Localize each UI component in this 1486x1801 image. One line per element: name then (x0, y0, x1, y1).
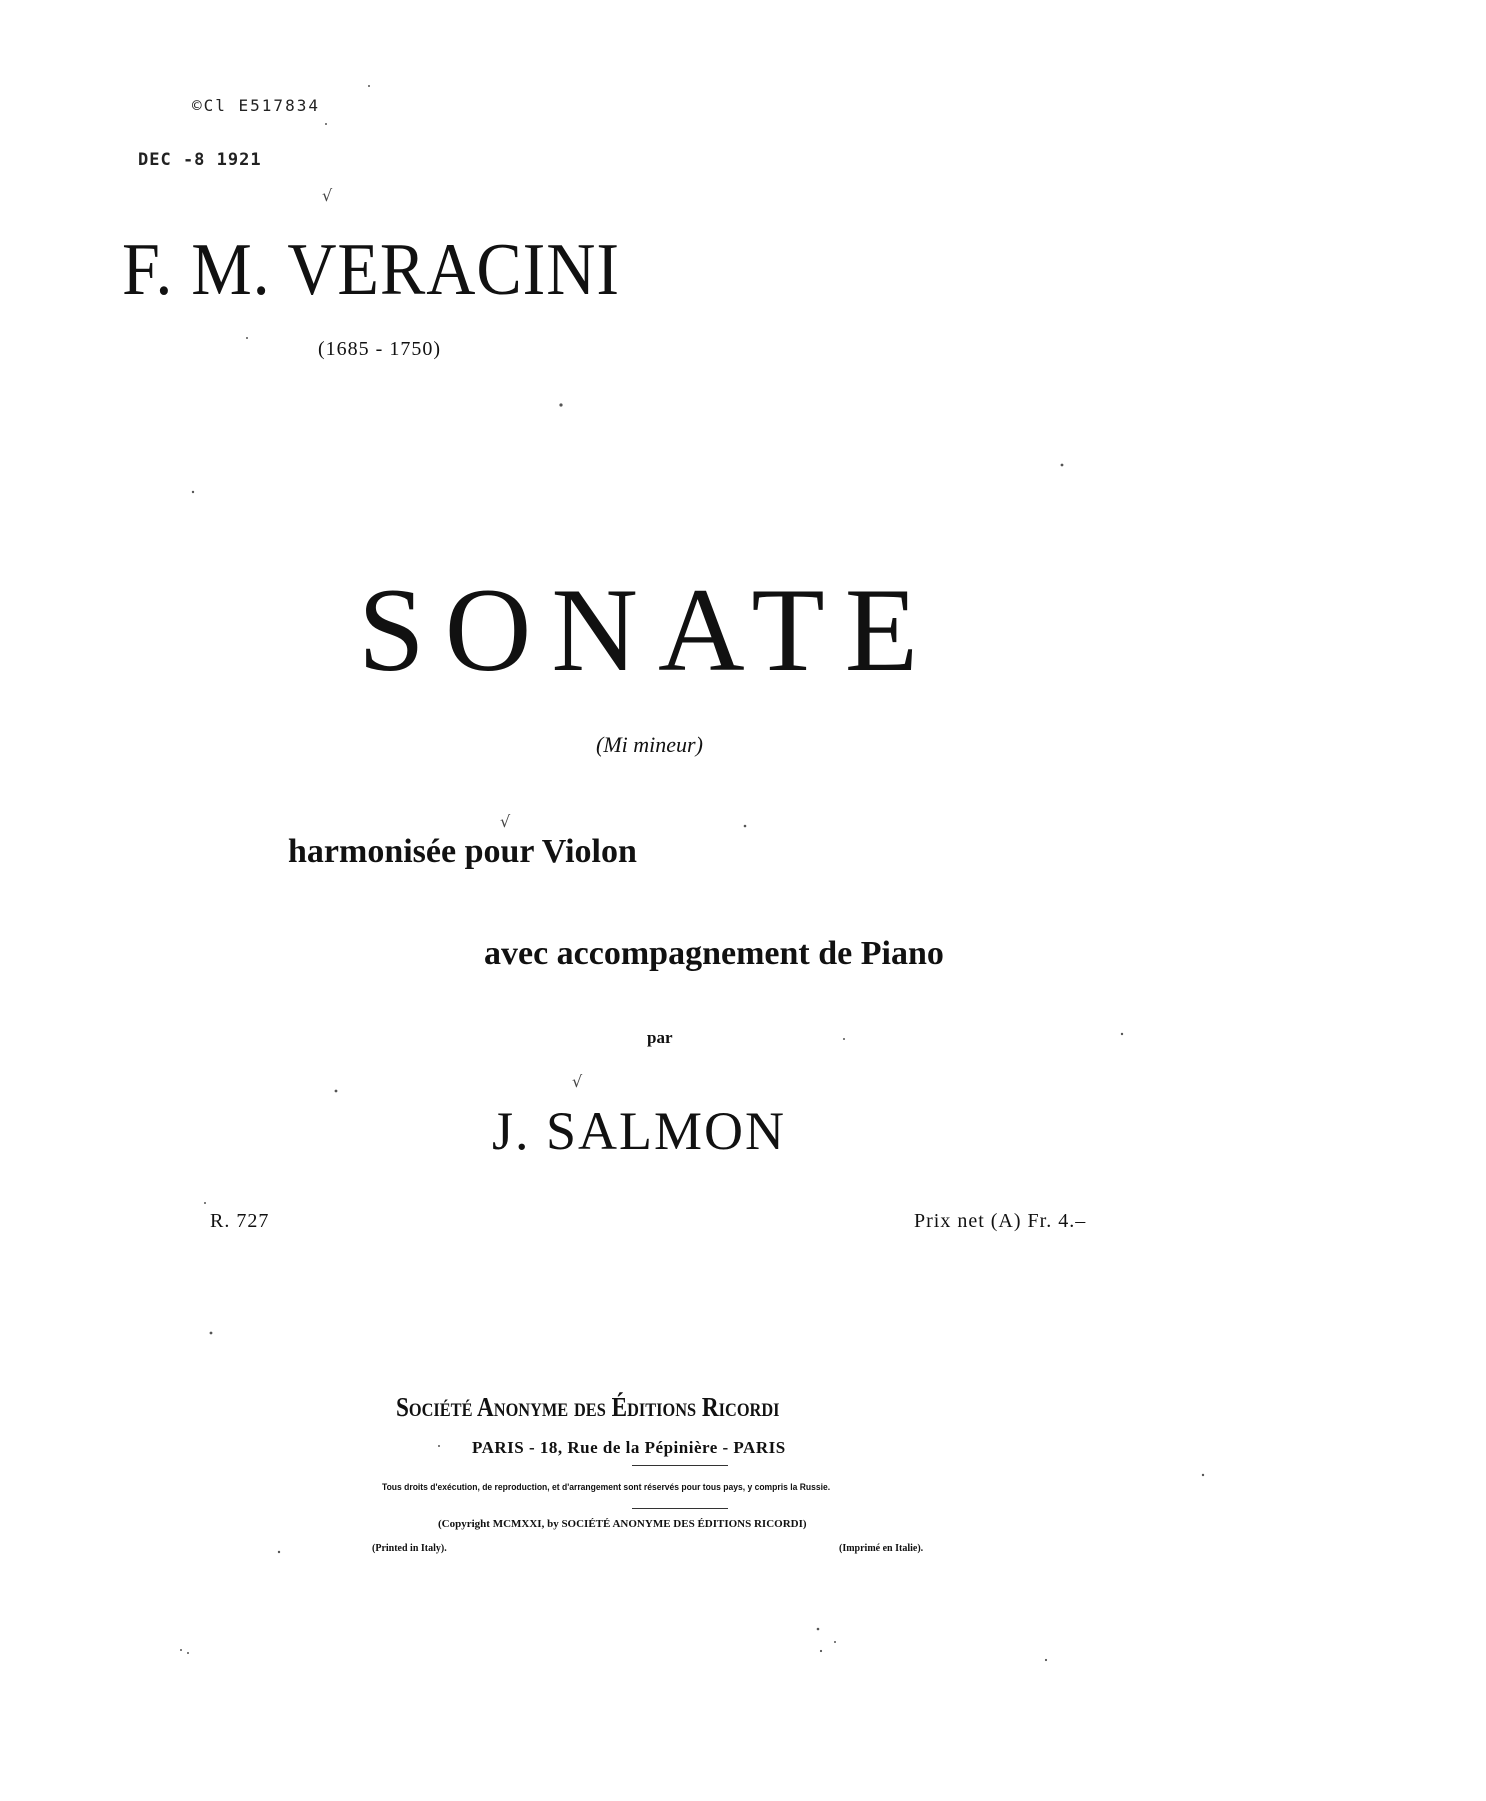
speckle (335, 1090, 338, 1093)
speckle (744, 825, 747, 828)
speckle (834, 1641, 836, 1643)
speckle-group (180, 85, 1204, 1661)
speckle (210, 1332, 213, 1335)
speckle (368, 85, 370, 87)
speckle (180, 1649, 182, 1651)
speckle (278, 1551, 280, 1553)
speckle (1202, 1474, 1204, 1476)
speckle (820, 1650, 822, 1652)
speckle (204, 1202, 206, 1204)
work-title: SONATE (358, 563, 939, 696)
by-label: par (647, 1028, 673, 1047)
rights-notice: Tous droits d'exécution, de reproduction, et d'arrangement sont réservés pour tous pays, y compris la Russie. (382, 1482, 831, 1492)
speckle (325, 123, 327, 125)
printed-in-label: (Printed in Italy). (372, 1543, 447, 1554)
date-stamp: DEC -8 1921 (138, 150, 262, 170)
work-key: (Mi mineur) (596, 732, 703, 757)
check-mark-icon: √ (572, 1072, 583, 1091)
speckle (187, 1652, 189, 1654)
composer-dates: (1685 - 1750) (318, 338, 441, 360)
instrumentation-line: harmonisée pour Violon (288, 833, 637, 870)
copyright-stamp: ©Cl E517834 (192, 96, 320, 115)
check-mark-icon: √ (322, 186, 333, 205)
accompaniment-line: avec accompagnement de Piano (484, 935, 944, 972)
publisher-address: PARIS - 18, Rue de la Pépinière - PARIS (472, 1438, 786, 1457)
imprime-en-label: (Imprimé en Italie). (839, 1543, 924, 1554)
arranger-name: J. SALMON (492, 1101, 787, 1161)
publisher-name: Société Anonyme des Éditions Ricordi (396, 1392, 780, 1422)
speckle (246, 337, 248, 339)
price-label: Prix net (A) Fr. 4.– (914, 1210, 1087, 1232)
speckle (843, 1038, 845, 1040)
catalog-reference: R. 727 (210, 1210, 270, 1232)
speckle (192, 491, 194, 493)
speckle (1121, 1033, 1123, 1035)
copyright-notice: (Copyright MCMXXI, by SOCIÉTÉ ANONYME DES ÉDITIONS RICORDI) (438, 1518, 807, 1530)
speckle (1061, 464, 1064, 467)
check-mark-icon: √ (500, 812, 511, 831)
composer-name: F. M. VERACINI (122, 229, 620, 311)
speckle (559, 403, 562, 406)
speckle (817, 1628, 820, 1631)
speckle (1045, 1659, 1047, 1661)
speckle (438, 1445, 440, 1447)
